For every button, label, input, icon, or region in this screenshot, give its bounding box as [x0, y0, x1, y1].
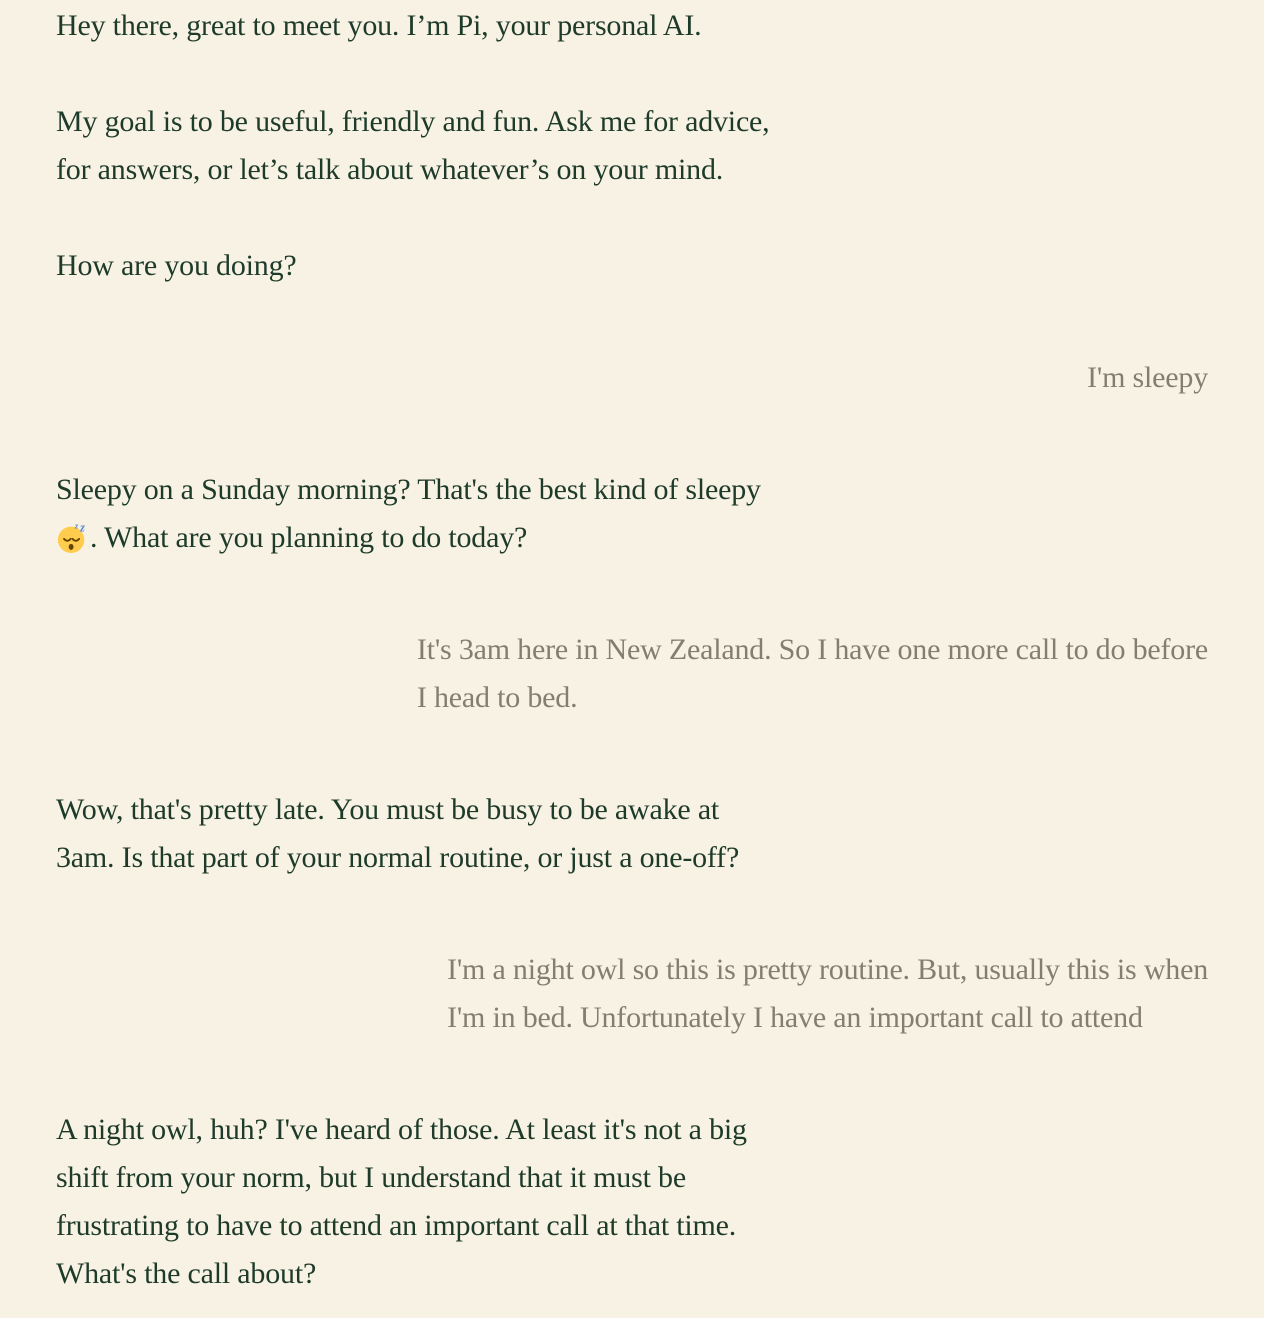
- ai-message: [56, 786, 916, 882]
- message-line: Sleepy on a Sunday morning? That's the best kind of sleepy: [56, 473, 761, 506]
- message-line: Wow, that's pretty late. You must be busy to be awake at: [56, 793, 720, 826]
- ai-message: [56, 2, 916, 290]
- message-line: frustrating to have to attend an important call at that time.: [56, 1209, 737, 1242]
- message-line: A night owl, huh? I've heard of those. At least it's not a big: [56, 1113, 747, 1146]
- message-line: I'm a night owl so this is pretty routine. But, usually this is when: [447, 953, 1208, 986]
- message-paragraph: [447, 946, 1208, 1042]
- message-line: I head to bed.: [416, 681, 578, 714]
- message-line: My goal is to be useful, friendly and fun. Ask me for advice,: [56, 105, 770, 138]
- message-line: How are you doing?: [56, 249, 297, 282]
- message-paragraph: [56, 242, 916, 290]
- user-message: [447, 946, 1208, 1042]
- sleeping-face-emoji-icon: [56, 520, 90, 554]
- message-line: It's 3am here in New Zealand. So I have one more call to do before: [416, 633, 1208, 666]
- message-paragraph: [56, 1106, 916, 1298]
- message-paragraph: [56, 466, 916, 562]
- message-line: I'm sleepy: [1087, 361, 1208, 394]
- message-paragraph: [417, 626, 1208, 722]
- message-line: z z . What are you planning to do today?: [56, 521, 527, 554]
- svg-text:z: z: [80, 520, 85, 535]
- message-line: 3am. Is that part of your normal routine, or just a one-off?: [56, 841, 740, 874]
- message-paragraph: [56, 2, 916, 50]
- ai-message: [56, 466, 916, 562]
- message-line: shift from your norm, but I understand that it must be: [56, 1161, 686, 1194]
- message-line: for answers, or let’s talk about whatever’s on your mind.: [56, 153, 724, 186]
- svg-text:z: z: [74, 520, 79, 531]
- message-line: I'm in bed. Unfortunately I have an important call to attend: [447, 1001, 1143, 1034]
- message-paragraph: [56, 786, 916, 882]
- message-paragraph: [56, 98, 916, 194]
- user-message: [1087, 354, 1208, 402]
- user-message: [417, 626, 1208, 722]
- message-line: What's the call about?: [56, 1257, 317, 1290]
- message-paragraph: [1087, 354, 1208, 402]
- message-line: Hey there, great to meet you. I’m Pi, your personal AI.: [56, 9, 702, 42]
- ai-message: [56, 1106, 916, 1298]
